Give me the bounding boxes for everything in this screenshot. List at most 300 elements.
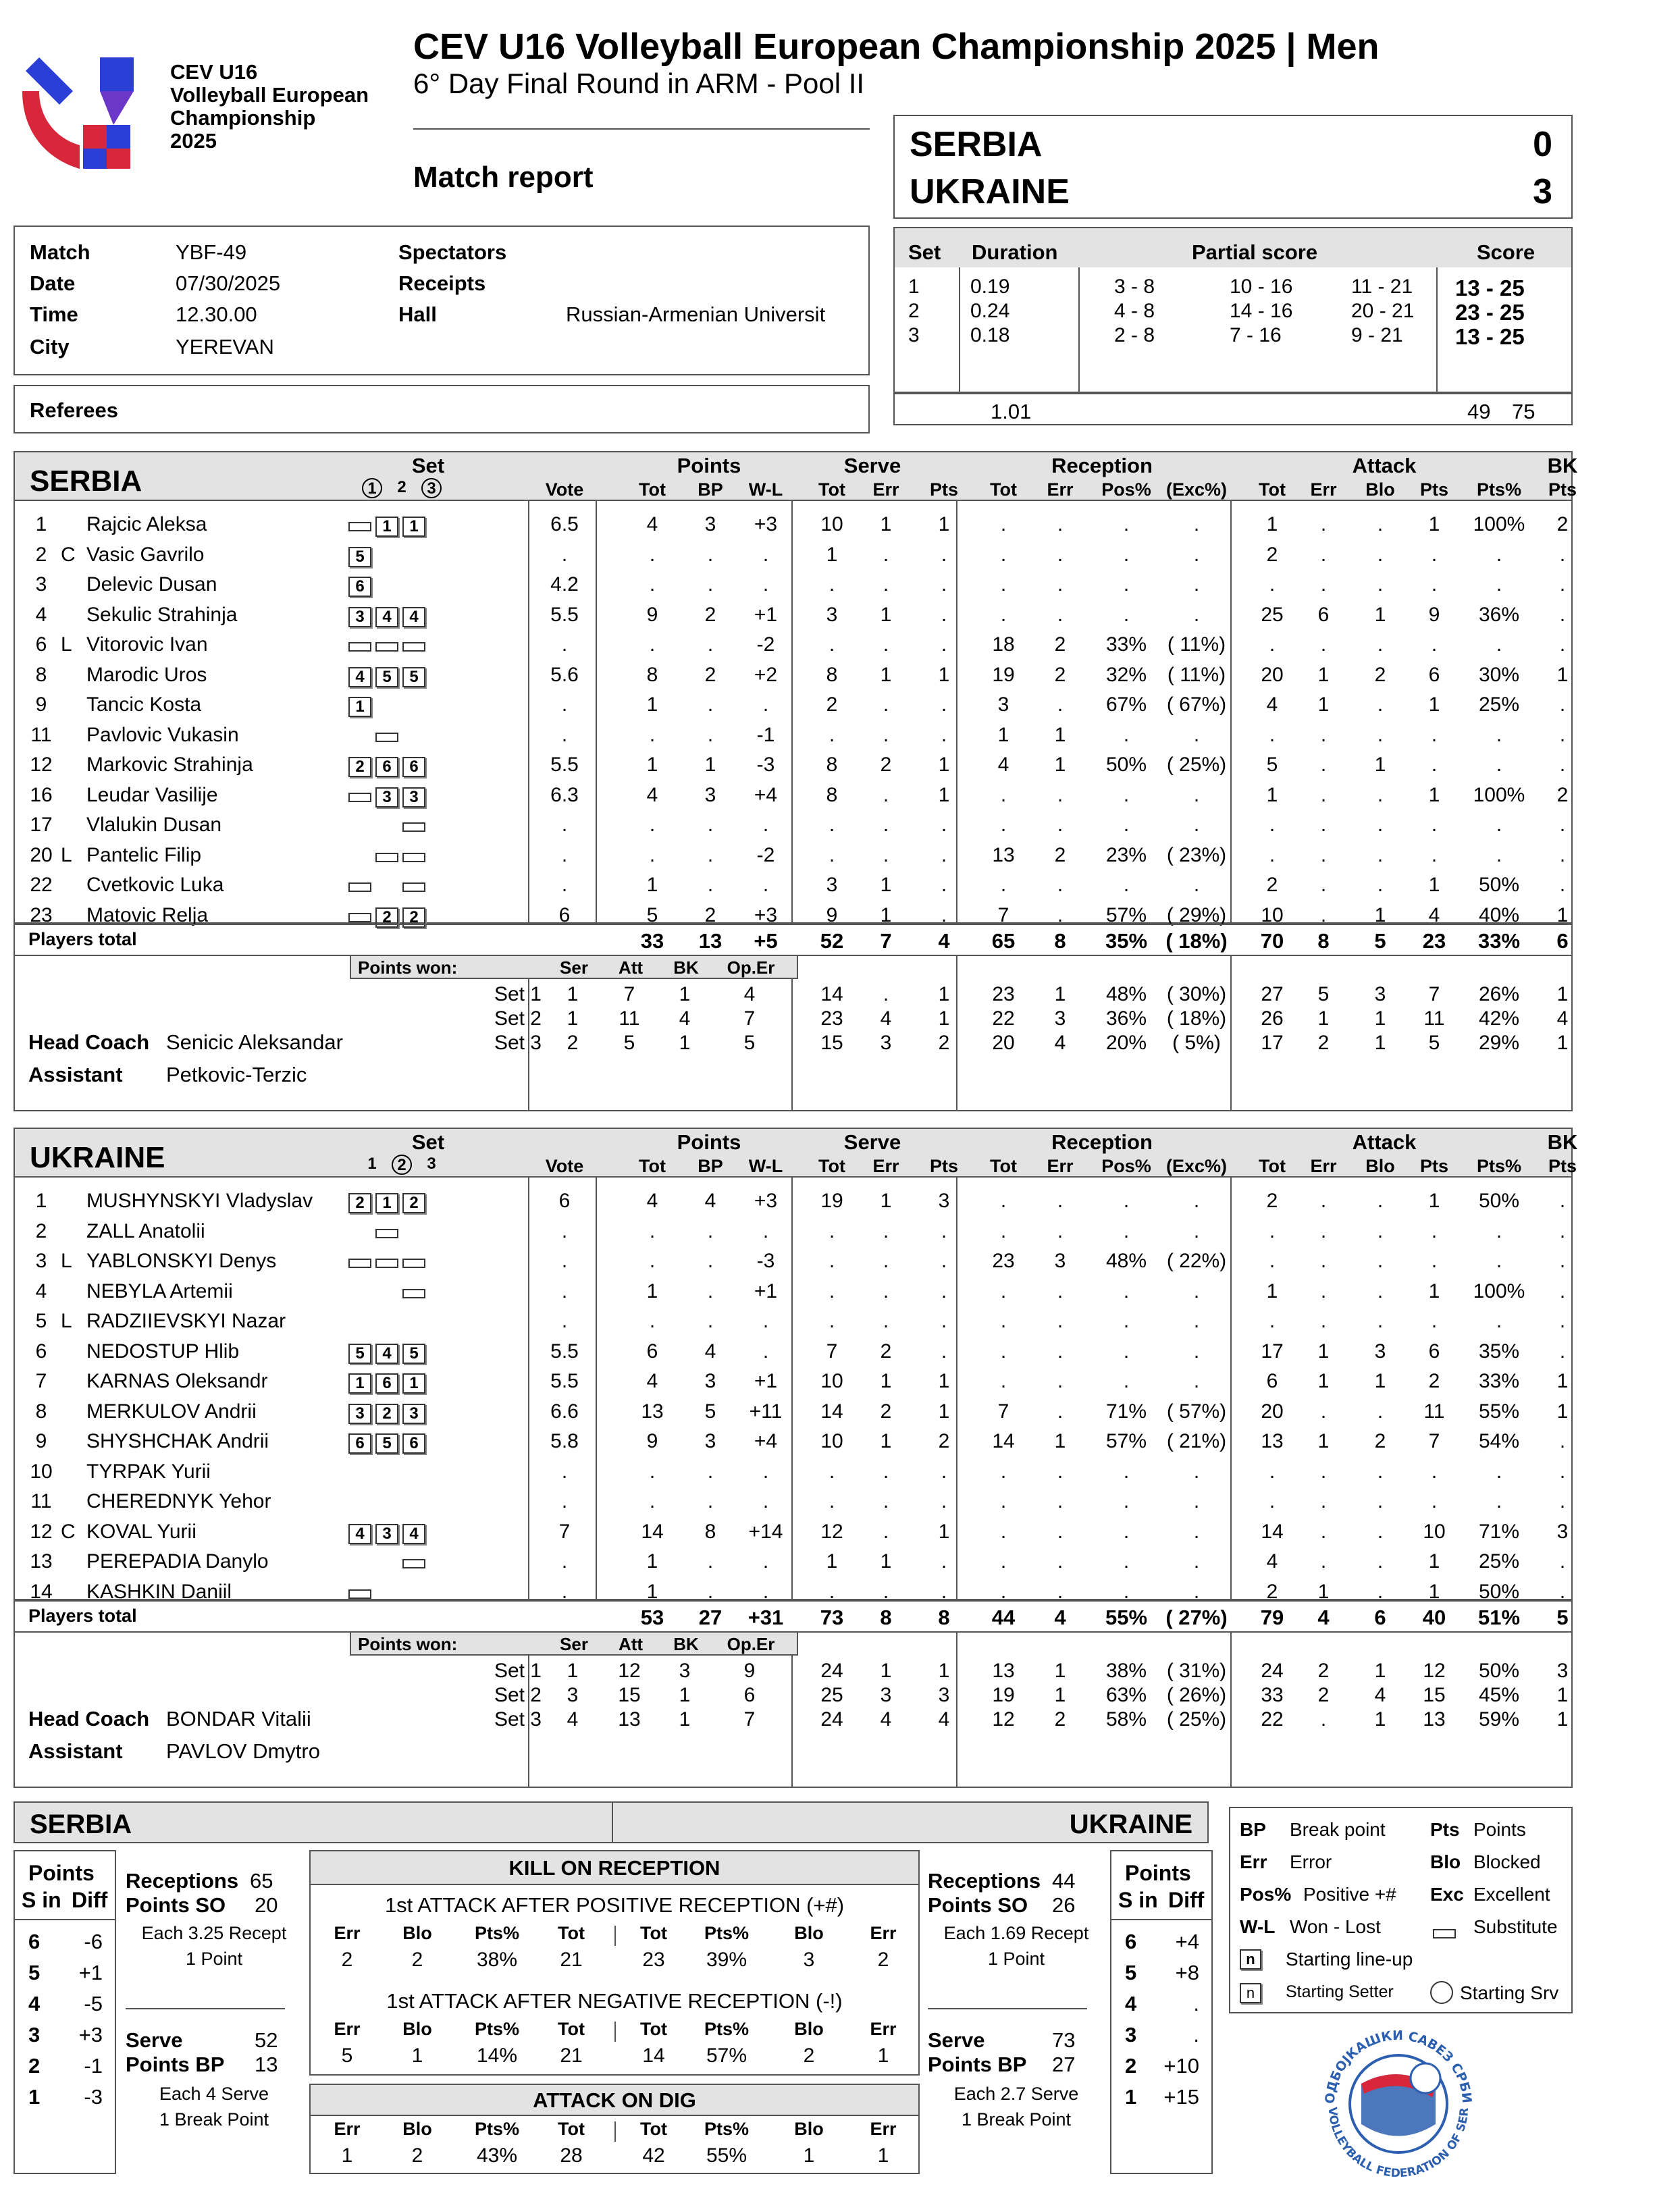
stat-serr: .	[883, 783, 889, 806]
stat-spts: 1	[938, 1400, 950, 1423]
rotation-marks	[348, 665, 429, 688]
rotation-marks	[348, 1371, 429, 1394]
stat-rtot: 18	[992, 633, 1015, 656]
stat-apct: .	[1496, 1460, 1502, 1483]
player-name: Cvetkovic Luka	[86, 874, 224, 896]
set-cell: 7 - 16	[1230, 324, 1282, 346]
substitute-icon	[402, 882, 425, 892]
player-row	[15, 1217, 1571, 1247]
stat-ablo: .	[1377, 1250, 1384, 1272]
group-set: Set	[411, 1130, 445, 1154]
stat-apts: 6	[1428, 1340, 1440, 1363]
substitute-icon	[348, 642, 371, 652]
player-number: 13	[30, 1550, 53, 1573]
kor-value: 21	[560, 1949, 583, 1971]
set-mark: 3	[421, 478, 442, 498]
stat-apct: 100%	[1473, 513, 1525, 535]
pw-value: 33	[1261, 1684, 1284, 1706]
stat-aerr: 1	[1317, 663, 1330, 686]
substitute-icon	[402, 853, 425, 862]
stat-ablo: .	[1377, 874, 1384, 896]
pw-header-att: Att	[618, 957, 644, 978]
stat-ablo: .	[1377, 723, 1384, 746]
stat-stot: .	[829, 1580, 835, 1603]
col-header-rexc: (Exc%)	[1165, 1156, 1228, 1176]
players-table	[14, 1176, 1573, 1603]
stat-apct: .	[1496, 1310, 1502, 1332]
rotation-diff: +3	[78, 2023, 103, 2047]
referees-label: Referees	[30, 398, 118, 422]
stat-rpos: .	[1123, 1310, 1130, 1332]
player-name: Vasic Gavrilo	[86, 543, 205, 566]
stat-bp: .	[707, 543, 714, 566]
stat-vote: .	[561, 723, 568, 746]
time-value: 12.30.00	[176, 302, 257, 326]
pw-value: 42%	[1478, 1007, 1520, 1030]
city-label: City	[30, 335, 70, 359]
stat-spts: .	[941, 1460, 947, 1483]
head-coach-name: Senicic Aleksandar	[166, 1030, 343, 1054]
legend-blo-text: Blocked	[1473, 1851, 1541, 1872]
stat-stot: .	[829, 1460, 835, 1483]
pw-value: 15	[618, 1684, 641, 1706]
stat-wl: .	[762, 814, 769, 836]
stat-atot: 13	[1261, 1430, 1284, 1452]
player-number: 14	[30, 1580, 53, 1603]
rotation-marks	[348, 695, 429, 718]
pw-value: 4	[1556, 1007, 1569, 1030]
stat-serr: .	[883, 1279, 889, 1302]
stat-bk: .	[1559, 723, 1566, 746]
kor-header: Err	[870, 1923, 897, 1943]
substitute-icon	[348, 882, 371, 892]
lineup-position: 6	[402, 1433, 425, 1454]
stat-rtot: .	[1000, 513, 1007, 535]
pw-value: 4	[938, 1708, 950, 1731]
lineup-position: 4	[402, 607, 425, 627]
stat-apts: 1	[1428, 1279, 1440, 1302]
stat-bk: 1	[1556, 1370, 1569, 1392]
stat-spts: 3	[938, 1190, 950, 1212]
stat-ablo: 1	[1374, 754, 1386, 776]
stat-aerr: .	[1320, 573, 1327, 596]
lineup-position: 6	[375, 757, 398, 777]
stat-ablo: .	[1377, 1279, 1384, 1302]
stat-tot: 4	[646, 1190, 658, 1212]
set-cell: 2	[908, 300, 920, 322]
pw-value: 5	[1428, 1032, 1440, 1054]
legend-srv-text: Starting Srv	[1460, 1982, 1559, 2003]
pw-value: 45%	[1478, 1684, 1520, 1706]
stat-aerr: .	[1320, 1190, 1327, 1212]
kor-value: 42	[642, 2144, 665, 2167]
kor-header: Tot	[640, 2019, 667, 2039]
l-pointsbp-label: Points BP	[126, 2053, 225, 2076]
team-stats-header	[14, 1128, 1578, 1178]
player-number: 11	[30, 1490, 52, 1512]
hall-value: Russian-Armenian Universit	[566, 302, 826, 326]
kor-header: Tot	[558, 2119, 585, 2139]
rotation-diff: .	[1193, 2023, 1199, 2047]
stat-apts: 11	[1423, 1400, 1445, 1423]
group-bk: BK	[1547, 1130, 1578, 1154]
pw-value: 1	[1374, 1660, 1386, 1682]
pw-value: 26	[1261, 1007, 1284, 1030]
total-serr: 8	[880, 1606, 892, 1629]
stat-rexc: .	[1193, 573, 1200, 596]
col-header-vote: Vote	[545, 1156, 584, 1176]
stat-tot: 1	[646, 754, 658, 776]
stat-spts: .	[941, 903, 947, 926]
total-rpos: 35%	[1105, 929, 1148, 953]
r-serve-label: Serve	[928, 2028, 985, 2052]
stat-stot: .	[829, 633, 835, 656]
stat-bk: .	[1559, 1190, 1566, 1212]
stat-rpos: 57%	[1105, 1430, 1147, 1452]
stat-rpos: 33%	[1105, 633, 1147, 656]
total-apct: 33%	[1477, 929, 1521, 953]
pw-value: 1	[679, 983, 691, 1005]
stat-vote: .	[561, 633, 568, 656]
stat-apts: 2	[1428, 1370, 1440, 1392]
pw-value: 22	[1261, 1708, 1284, 1731]
player-name: Marodic Uros	[86, 663, 207, 686]
stat-rtot: 14	[992, 1430, 1015, 1452]
pw-value: ( 31%)	[1166, 1660, 1227, 1682]
stat-rtot: .	[1000, 1340, 1007, 1363]
stat-serr: .	[883, 814, 889, 836]
stat-aerr: .	[1320, 1460, 1327, 1483]
stat-bk: 1	[1556, 663, 1569, 686]
stat-atot: .	[1269, 1310, 1276, 1332]
stat-apct: 36%	[1478, 603, 1520, 626]
stat-tot: 8	[646, 663, 658, 686]
stat-serr: 1	[880, 663, 892, 686]
player-name: KARNAS Oleksandr	[86, 1370, 268, 1392]
stat-rtot: .	[1000, 1370, 1007, 1392]
pw-value: 2	[1317, 1660, 1330, 1682]
stat-apct: 33%	[1478, 1370, 1520, 1392]
kor-header: Tot	[640, 2119, 667, 2139]
col-header-apct: Pts%	[1476, 1156, 1522, 1176]
stat-wl: .	[762, 693, 769, 716]
rotation-number: 4	[28, 1992, 41, 2015]
stat-bp: 1	[704, 754, 716, 776]
pw-value: 26%	[1478, 983, 1520, 1005]
pw-value: 13	[992, 1660, 1015, 1682]
kor-value: 38%	[476, 1949, 518, 1971]
stat-atot: 20	[1261, 1400, 1284, 1423]
stat-apts: .	[1431, 754, 1438, 776]
lineup-position: 4	[348, 1524, 371, 1544]
stat-rpos: .	[1123, 1520, 1130, 1543]
stat-stot: .	[829, 843, 835, 866]
set-cell: 0.24	[970, 300, 1010, 322]
stat-apct: 50%	[1478, 1580, 1520, 1603]
total-stot: 73	[820, 1606, 844, 1629]
player-number: 2	[35, 1219, 47, 1242]
stat-rexc: ( 25%)	[1166, 754, 1227, 776]
stat-apts: .	[1431, 843, 1438, 866]
stat-rpos: 57%	[1105, 903, 1147, 926]
assistant-label: Assistant	[28, 1063, 123, 1086]
lineup-position: 3	[402, 787, 425, 808]
player-number: 9	[35, 693, 47, 716]
team1-name: SERBIA	[910, 125, 1043, 164]
stat-serr: .	[883, 1460, 889, 1483]
stat-vote: .	[561, 693, 568, 716]
player-number: 4	[35, 1279, 47, 1302]
player-number: 22	[30, 874, 53, 896]
rotation-marks	[348, 1191, 429, 1214]
stat-rexc: .	[1193, 1460, 1200, 1483]
stat-tot: .	[649, 843, 656, 866]
report-title: CEV U16 Volleyball European Championship 2025 | Men	[413, 26, 1380, 67]
stat-apct: .	[1496, 754, 1502, 776]
player-row	[15, 811, 1571, 841]
player-name: KOVAL Yurii	[86, 1520, 196, 1543]
stat-serr: 2	[880, 754, 892, 776]
stat-vote: 5.5	[550, 754, 579, 776]
legend-pts: Pts	[1430, 1819, 1460, 1840]
stat-atot: .	[1269, 633, 1276, 656]
match-label: Match	[30, 240, 90, 264]
stat-apts: 7	[1428, 1430, 1440, 1452]
col-header-atot: Tot	[1259, 479, 1286, 500]
stat-serr: 1	[880, 874, 892, 896]
stat-spts: .	[941, 603, 947, 626]
federation-top-text: ОДБОЈКАШКИ САВЕЗ СРБИ	[1322, 2028, 1475, 2105]
stat-bk: .	[1559, 843, 1566, 866]
rotation-marks	[348, 755, 429, 778]
stat-rexc: .	[1193, 1550, 1200, 1573]
pw-value: 3	[1054, 1007, 1066, 1030]
team1-sets: 0	[1533, 125, 1552, 164]
kor-title: KILL ON RECEPTION	[311, 1851, 918, 1885]
stat-bp: 4	[704, 1340, 716, 1363]
legend-bp: BP	[1240, 1819, 1266, 1840]
neg-att-title: 1st ATTACK AFTER NEGATIVE RECEPTION (-!)	[386, 1989, 843, 2013]
kor-header: Blo	[794, 1923, 824, 1943]
player-number: 7	[35, 1370, 47, 1392]
stat-ablo: .	[1377, 1190, 1384, 1212]
stat-ablo: 2	[1374, 663, 1386, 686]
stat-serr: 2	[880, 1340, 892, 1363]
stat-serr: 1	[880, 1190, 892, 1212]
kor-value: 2	[803, 2044, 815, 2067]
logo-text: CEV U16 Volleyball European Championship 2025	[170, 60, 369, 153]
stat-wl: .	[762, 1219, 769, 1242]
stat-bp: 2	[704, 903, 716, 926]
rotation-marks	[348, 875, 429, 898]
stat-vote: 5.6	[550, 663, 579, 686]
group-serve: Serve	[843, 1130, 901, 1154]
rotation-number: 4	[1125, 1992, 1137, 2015]
stat-tot: 1	[646, 1580, 658, 1603]
stat-rtot: .	[1000, 543, 1007, 566]
stat-wl: .	[762, 573, 769, 596]
l-each-recept: Each 3.25 Recept	[141, 1923, 287, 1943]
player-row	[15, 871, 1571, 901]
total-atot: 70	[1260, 929, 1284, 953]
pw-value: 25	[820, 1684, 843, 1706]
stat-bk: .	[1559, 1219, 1566, 1242]
lineup-position: 5	[348, 1344, 371, 1364]
stat-aerr: .	[1320, 1520, 1327, 1543]
stat-atot: .	[1269, 1460, 1276, 1483]
kor-value: 1	[411, 2044, 423, 2067]
r-one-break: 1 Break Point	[961, 2109, 1072, 2130]
stat-wl: -3	[756, 754, 775, 776]
lineup-position: 5	[402, 667, 425, 687]
rotation-diff: +8	[1175, 1961, 1199, 1984]
rotation-marks	[348, 575, 429, 598]
legend-pos-text: Positive +#	[1303, 1884, 1396, 1905]
pw-value: 1	[938, 1660, 950, 1682]
pw-value: 13	[1423, 1708, 1446, 1731]
pw-set-label: Set 3	[494, 1032, 542, 1054]
stat-rpos: .	[1123, 1219, 1130, 1242]
substitute-icon	[375, 733, 398, 742]
col-header-ablo: Blo	[1365, 1156, 1395, 1176]
kor-header: Pts%	[704, 2119, 750, 2139]
total-points-b: 75	[1512, 400, 1535, 423]
col-header-aerr: Err	[1310, 1156, 1337, 1176]
stat-rerr: 2	[1054, 843, 1066, 866]
stat-vote: 6.3	[550, 783, 579, 806]
kor-header: Err	[870, 2119, 897, 2139]
stat-ablo: 1	[1374, 603, 1386, 626]
stat-bp: .	[707, 874, 714, 896]
kor-value: 5	[341, 2044, 353, 2067]
pw-header-att: Att	[618, 1634, 644, 1654]
stat-tot: .	[649, 1250, 656, 1272]
stat-ablo: .	[1377, 843, 1384, 866]
pw-value: 1	[1556, 1708, 1569, 1731]
pw-value: 4	[1374, 1684, 1386, 1706]
player-role: L	[61, 1310, 72, 1332]
set-cell: 3	[908, 324, 920, 346]
lineup-position: 1	[402, 517, 425, 537]
rotation-marks	[348, 1431, 429, 1454]
pw-value: 9	[743, 1660, 756, 1682]
player-row	[15, 751, 1571, 781]
col-header-aerr: Err	[1310, 479, 1337, 500]
stat-rtot: .	[1000, 1580, 1007, 1603]
player-name: SHYSHCHAK Andrii	[86, 1430, 269, 1452]
stat-rerr: .	[1057, 1190, 1064, 1212]
stat-bp: .	[707, 723, 714, 746]
pw-value: 3	[1556, 1660, 1569, 1682]
stat-bp: .	[707, 1580, 714, 1603]
pos-att-title: 1st ATTACK AFTER POSITIVE RECEPTION (+#)	[384, 1893, 845, 1917]
player-row	[15, 1548, 1571, 1577]
pw-value: 12	[992, 1708, 1015, 1731]
stat-wl: -3	[756, 1250, 775, 1272]
stat-rpos: 71%	[1105, 1400, 1147, 1423]
pw-value: 1	[1374, 1032, 1386, 1054]
stat-tot: .	[649, 573, 656, 596]
head-coach-label: Head Coach	[28, 1030, 150, 1054]
col-header-apct: Pts%	[1476, 479, 1522, 500]
stat-rerr: .	[1057, 603, 1064, 626]
stat-bk: .	[1559, 874, 1566, 896]
stat-tot: .	[649, 1460, 656, 1483]
player-role: L	[61, 1250, 72, 1272]
stat-serr: .	[883, 573, 889, 596]
r-serve-value: 73	[1052, 2028, 1076, 2052]
stat-rpos: .	[1123, 603, 1130, 626]
substitute-icon	[1433, 1929, 1456, 1938]
stat-rpos: .	[1123, 573, 1130, 596]
stat-rerr: 1	[1054, 754, 1066, 776]
stat-bp: 5	[704, 1400, 716, 1423]
stat-rpos: .	[1123, 874, 1130, 896]
kor-header: Blo	[402, 2019, 432, 2039]
lineup-position: 5	[375, 1433, 398, 1454]
stat-atot: .	[1269, 814, 1276, 836]
pw-value: 2	[1317, 1032, 1330, 1054]
players-total-label: Players total	[28, 1606, 137, 1626]
kor-value: 2	[411, 1949, 423, 1971]
player-name: Vitorovic Ivan	[86, 633, 208, 656]
player-row	[15, 571, 1571, 600]
stat-bp: .	[707, 1490, 714, 1512]
stat-spts: .	[941, 693, 947, 716]
pw-set-label: Set 3	[494, 1708, 542, 1731]
stat-stot: .	[829, 1279, 835, 1302]
stat-atot: .	[1269, 843, 1276, 866]
stat-serr: 1	[880, 603, 892, 626]
total-ablo: 6	[1374, 1606, 1386, 1629]
stat-stot: 12	[820, 1520, 843, 1543]
col-header-serr: Err	[872, 479, 899, 500]
stat-stot: .	[829, 573, 835, 596]
stat-rtot: .	[1000, 814, 1007, 836]
stat-bk: .	[1559, 573, 1566, 596]
stat-apts: .	[1431, 814, 1438, 836]
team2-sets: 3	[1533, 172, 1552, 211]
pw-set-label: Set 2	[494, 1684, 542, 1706]
pw-value: 1	[679, 1708, 691, 1731]
player-number: 20	[30, 843, 53, 866]
set-cell: 10 - 16	[1230, 275, 1293, 298]
rotation-number: 1	[1125, 2085, 1137, 2109]
stat-stot: 2	[826, 693, 838, 716]
col-header-tot: Tot	[639, 1156, 666, 1176]
pw-value: 1	[1556, 1684, 1569, 1706]
stat-rerr: .	[1057, 693, 1064, 716]
stat-vote: .	[561, 843, 568, 866]
pw-value: 4	[679, 1007, 691, 1030]
stat-apct: 100%	[1473, 1279, 1525, 1302]
stat-ablo: .	[1377, 513, 1384, 535]
pw-value: 19	[992, 1684, 1015, 1706]
stat-serr: 1	[880, 1550, 892, 1573]
player-row	[15, 1338, 1571, 1367]
pw-value: 59%	[1478, 1708, 1520, 1731]
rotation-diff: +10	[1163, 2054, 1199, 2078]
lineup-position: 3	[348, 607, 371, 627]
pw-value: 3	[880, 1032, 892, 1054]
stat-rtot: 19	[992, 663, 1015, 686]
stat-wl: +1	[754, 1370, 778, 1392]
stat-bk: .	[1559, 814, 1566, 836]
kor-header: Tot	[640, 1923, 667, 1943]
stat-atot: 5	[1266, 754, 1278, 776]
stat-tot: .	[649, 814, 656, 836]
col-header-apts: Pts	[1419, 1156, 1449, 1176]
